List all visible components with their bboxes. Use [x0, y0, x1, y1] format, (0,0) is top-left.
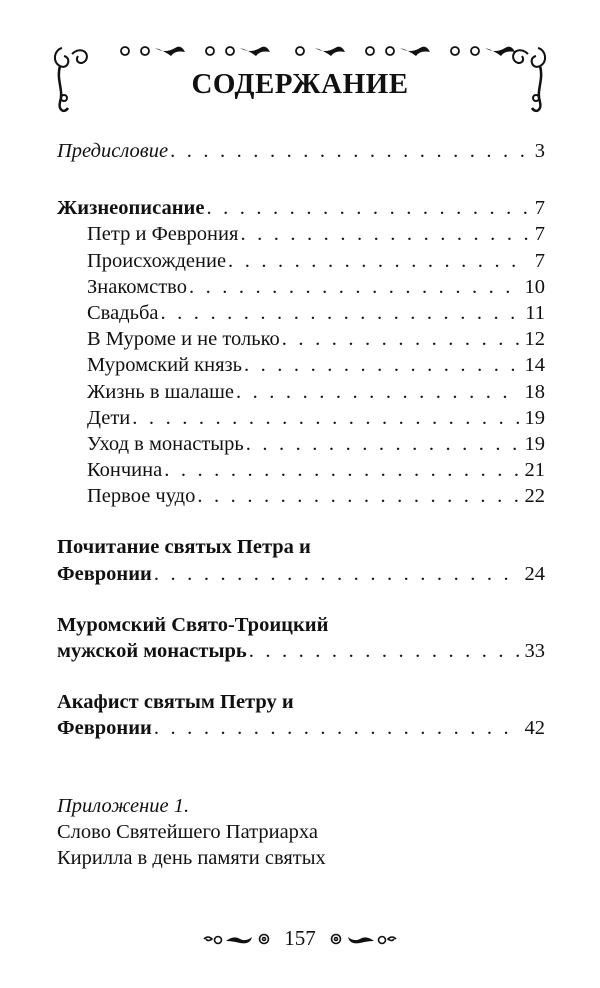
dot-leader [236, 379, 519, 405]
toc-label: В Муроме и не только [87, 328, 280, 351]
toc-label: Петр и Феврония [87, 223, 239, 246]
appendix-label [57, 793, 545, 819]
toc-subentry [57, 379, 545, 405]
toc-subentry [57, 457, 545, 483]
toc-label: Свадьба [87, 301, 159, 324]
toc-subentry [57, 326, 545, 352]
dot-leader [228, 248, 529, 274]
dot-leader [244, 352, 519, 378]
toc-label: Кончина [87, 459, 163, 482]
dot-leader [249, 638, 519, 664]
toc-entry-veneration-line1 [57, 534, 545, 560]
toc-page: 7 [534, 249, 545, 272]
dot-leader [282, 326, 519, 352]
toc-label: Дети [87, 406, 131, 429]
left-footer-ornament-icon [202, 931, 272, 947]
toc-entry-preface [57, 138, 545, 164]
page-footer [0, 926, 600, 951]
dot-leader [189, 274, 519, 300]
dot-leader [154, 715, 519, 741]
toc-label: Слово Святейшего Патриарха [57, 820, 318, 843]
toc-page: 7 [534, 223, 545, 246]
toc-entry-akathist-line1 [57, 689, 545, 715]
toc-label: Акафист святым Петру и [57, 691, 294, 714]
toc-label: Приложение 1. [57, 794, 190, 817]
toc-subentry [57, 221, 545, 247]
toc-label: Февронии [57, 717, 152, 740]
dot-leader [246, 431, 519, 457]
page-number: 157 [284, 926, 316, 950]
toc-subentry [57, 300, 545, 326]
toc-label: Почитание святых Петра и [57, 536, 311, 559]
toc-label: Муромский князь [87, 354, 242, 377]
toc-page: 12 [524, 328, 545, 351]
dot-leader [161, 300, 520, 326]
table-of-contents [57, 138, 545, 871]
toc-entry-akathist [57, 715, 545, 741]
toc-entry-monastery-line1 [57, 612, 545, 638]
dot-leader [132, 405, 518, 431]
toc-subentry [57, 248, 545, 274]
right-footer-ornament-icon [328, 931, 398, 947]
toc-page: 11 [525, 301, 545, 324]
toc-page: 18 [524, 380, 545, 403]
appendix-line1 [57, 819, 545, 845]
dot-leader [240, 221, 528, 247]
toc-label: Февронии [57, 562, 152, 585]
toc-subentry [57, 274, 545, 300]
dot-leader [164, 457, 518, 483]
toc-page: 19 [524, 406, 545, 429]
toc-subentry [57, 352, 545, 378]
toc-page: 33 [524, 640, 545, 662]
toc-label: Знакомство [87, 275, 187, 298]
toc-label: Происхождение [87, 249, 227, 272]
toc-page: 21 [524, 459, 545, 482]
toc-page: 3 [534, 140, 545, 162]
toc-page: 22 [524, 485, 545, 508]
toc-page: 42 [524, 717, 545, 740]
toc-entry-veneration [57, 561, 545, 587]
page-title: СОДЕРЖАНИЕ [191, 68, 409, 100]
dot-leader [154, 561, 519, 587]
toc-subentry [57, 483, 545, 509]
toc-page: 7 [534, 197, 545, 220]
toc-label: Уход в монастырь [87, 432, 244, 455]
toc-label: Жизнь в шалаше [87, 380, 234, 403]
dot-leader [197, 483, 518, 509]
toc-label: Муромский Свято-Троицкий [57, 613, 329, 636]
toc-page: 14 [524, 354, 545, 377]
toc-subentry [57, 405, 545, 431]
toc-label: Первое чудо [87, 485, 196, 508]
appendix-line2 [57, 845, 545, 871]
toc-page: 24 [524, 562, 545, 585]
toc-entry-life [57, 195, 545, 221]
toc-subentry [57, 431, 545, 457]
toc-page: 10 [524, 275, 545, 298]
dot-leader [170, 138, 529, 164]
toc-entry-monastery [57, 638, 545, 664]
dot-leader [206, 195, 528, 221]
toc-label: Жизнеописание [57, 197, 205, 220]
toc-label: Предисловие [57, 140, 169, 162]
toc-page: 19 [524, 432, 545, 455]
toc-label: мужской монастырь [57, 640, 247, 662]
toc-label: Кирилла в день памяти святых [57, 846, 326, 869]
